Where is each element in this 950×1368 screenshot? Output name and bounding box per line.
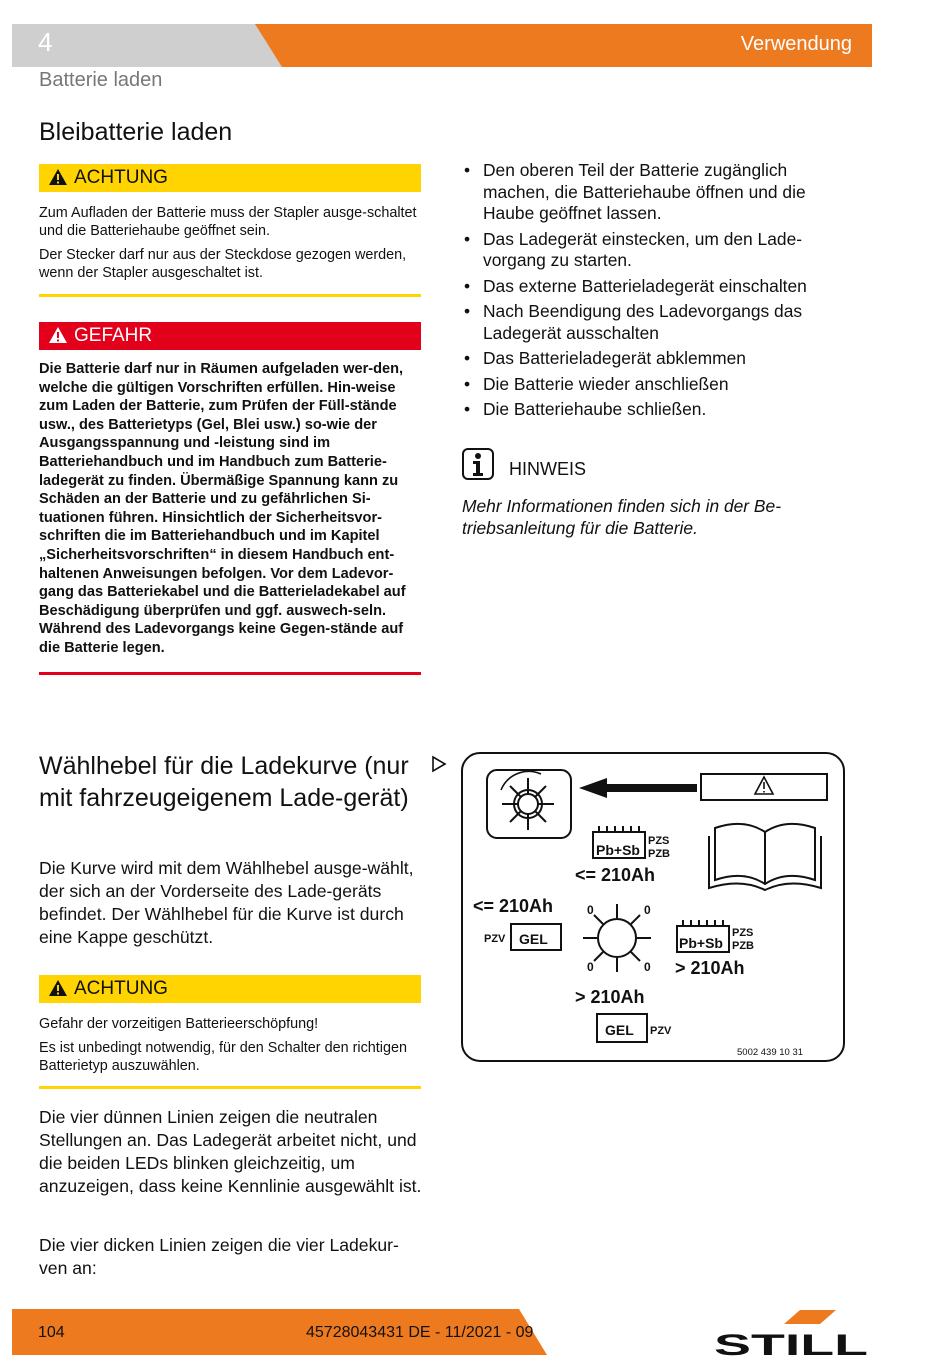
achtung-rule-2 [39, 1086, 421, 1089]
achtung-label: ACHTUNG [74, 978, 168, 999]
chapter-title: Verwendung [740, 33, 852, 55]
battery-label: Pb+Sb [679, 935, 723, 951]
achtung-paragraph: Gefahr der vorzeitigen Batterieerschöpfung! [39, 1016, 319, 1032]
section-title-bleibatterie: Bleibatterie laden [39, 118, 233, 146]
achtung-paragraph: Es ist unbedingt notwendig, für den Schalter den richtigen Batterietyp auszuwählen. [39, 1040, 407, 1074]
document-number: 45728043431 DE - 11/2021 - 09 [306, 1324, 534, 1341]
battery-label: GEL [519, 931, 548, 947]
achtung-rule [39, 294, 421, 297]
battery-type-label: PZS [732, 927, 754, 939]
list-item: • Die Batteriehaube schließen. [462, 399, 842, 421]
capacity-label: <= 210Ah [473, 896, 554, 916]
achtung-text-2 [39, 1015, 424, 1081]
warning-triangle-icon [48, 167, 68, 195]
body-paragraph: Die vier dicken Linien zeigen die vier Ladekur-ven an: [39, 1235, 399, 1278]
battery-type-label: PZB [732, 940, 754, 952]
warning-sign-icon [701, 774, 827, 800]
battery-label: Pb+Sb [596, 842, 640, 858]
battery-label: GEL [605, 1022, 634, 1038]
battery-type-label: PZB [648, 848, 670, 860]
list-item: • Nach Beendigung des Ladevorgangs das Ladegerät ausschalten [462, 301, 842, 344]
figure-id: 5002 439 10 31 [737, 1047, 804, 1058]
achtung-paragraph: Zum Aufladen der Batterie muss der Stapler ausge-schaltet und die Batteriehaube geöffnet sein. [39, 205, 417, 239]
body-paragraph: Die vier dünnen Linien zeigen die neutralen Stellungen an. Das Ladegerät arbeitet nicht, und die beiden LEDs blinken gleichzeitig, um anzuzeigen, dass keine Kennlinie ausgewählt ist. [39, 1107, 422, 1196]
gefahr-text: Die Batterie darf nur in Räumen aufgeladen wer-den, welche die gültigen Vorschriften erfüllen. Hin-weise zum Laden der Batterie, zum Prüfen der Füll-stände usw., des Batterietyps (Gel, Blei usw.) so-wie der Ausgangsspannung und -leistung sind im Batteriehandbuch und im Handbuch zum Batterie-ladegerät zu finden. Übermäßige Spannung kann zu Schäden an der Batterie und zu gefährlichen Si-tuationen führen. Hinsichtlich der Sicherheitsvor-schriften die im Batteriehandbuch und im Kapitel „Sicherheitsvorschriften“ in diesem Handbuch ent-haltenen Anweisungen befolgen. Vor dem Ladevor-gang das Batteriekabel und die Batterieladekabel auf Beschädigung überprüfen und ggf. auswech-seln. Während des Ladevorgangs keine Gegen-stände auf die Batterie legen. [39, 361, 406, 656]
figure-marker-icon [431, 755, 447, 778]
achtung-bar-2 [39, 975, 421, 1003]
battery-type-label: PZS [648, 835, 670, 847]
list-item: • Den oberen Teil der Batterie zugänglich machen, die Batteriehaube öffnen und die Haube geöffnet lassen. [462, 160, 842, 225]
chapter-number: 4 [38, 27, 53, 57]
dial-position-label: 0 [587, 903, 594, 917]
selector-knob-icon [487, 770, 571, 838]
info-icon [462, 448, 494, 480]
section-title-waehlhebel: Wählhebel für die Ladekurve (nur mit fahrzeugeigenem Lade-gerät) [39, 752, 409, 812]
charging-curve-selector-figure [461, 752, 845, 1062]
section-subtitle: Batterie laden [39, 69, 163, 91]
hinweis-label: HINWEIS [509, 459, 587, 479]
capacity-label: <= 210Ah [575, 865, 656, 885]
dial-position-label: 0 [644, 903, 651, 917]
still-logo [712, 1310, 872, 1363]
intro-paragraph: Die Kurve wird mit dem Wählhebel ausge-wählt, der sich an der Vorderseite des Lade-geräts befindet. Der Wählhebel für die Kurve ist durch eine Kappe geschützt. [39, 858, 414, 947]
list-item: • Das Batterieladegerät abklemmen [462, 348, 842, 370]
gefahr-rule [39, 672, 421, 675]
achtung-paragraph: Der Stecker darf nur aus der Steckdose gezogen werden, wenn der Stapler ausgeschaltet ist. [39, 247, 407, 281]
hinweis-text: Mehr Informationen finden sich in der Be-triebsanleitung für die Batterie. [462, 496, 781, 538]
achtung-bar [39, 164, 421, 192]
gefahr-label: GEFAHR [74, 325, 153, 346]
header-gray-band [12, 24, 282, 67]
warning-triangle-icon [48, 325, 68, 353]
dial-position-label: 0 [644, 960, 651, 974]
list-item: • Das Ladegerät einstecken, um den Lade-vorgang zu starten. [462, 229, 842, 272]
list-item: • Das externe Batterieladegerät einschalten [462, 276, 842, 298]
achtung-text [39, 204, 424, 288]
charging-steps-list [462, 160, 842, 425]
capacity-label: > 210Ah [675, 958, 745, 978]
warning-triangle-icon [48, 978, 68, 1006]
list-item: • Die Batterie wieder anschließen [462, 374, 842, 396]
capacity-label: > 210Ah [575, 987, 645, 1007]
battery-type-label: PZV [484, 933, 506, 945]
logo-text: STILL [714, 1329, 868, 1358]
achtung-label: ACHTUNG [74, 167, 168, 188]
battery-type-label: PZV [650, 1025, 672, 1037]
dial-position-label: 0 [587, 960, 594, 974]
page-number: 104 [38, 1324, 65, 1341]
gefahr-bar [39, 322, 421, 350]
